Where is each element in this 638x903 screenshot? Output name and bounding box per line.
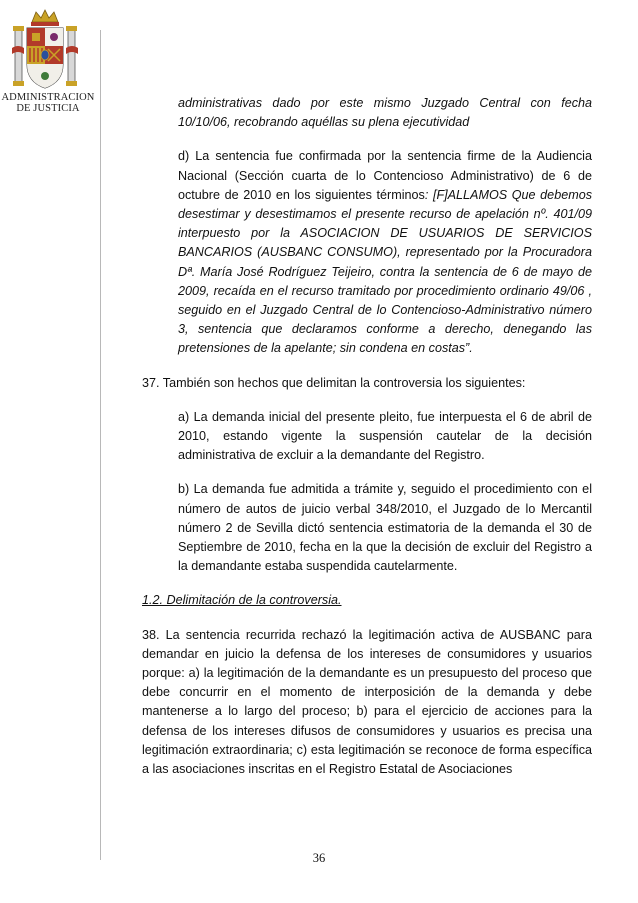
paragraph-d <box>178 147 592 358</box>
department-name <box>0 92 96 114</box>
department-line-1: ADMINISTRACION <box>1 92 95 103</box>
paragraph-d-intro: d) La sentencia fue confirmada por la sentencia firme de la Audiencia Nacional (Sección cuarta de lo Contencioso Administrativo) de 6 de octubre de 2010 en los siguientes términos <box>178 149 592 202</box>
paragraph-continuation: administrativas dado por este mismo Juzgado Central con fecha 10/10/06, recobrando aquéllas su plena ejecutividad <box>178 96 592 130</box>
page-number: 36 <box>312 851 326 865</box>
coat-of-arms-logo <box>10 8 80 94</box>
paragraph-a: a) La demanda inicial del presente pleito, fue interpuesta el 6 de abril de 2010, estando vigente la suspensión cautelar de la decisión administrativa de excluir a la demandante del Registro. <box>178 409 592 463</box>
paragraph-d-quote: : [F]ALLAMOS Que debemos desestimar y desestimamos el presente recurso de apelación nº. 401/09 interpuesto por la ASOCIACION DE USUARIOS DE SERVICIOS BANCARIOS (AUSBANC CONSUMO), representado por la Procuradora Dª. María José Rodríguez Teijeiro, contra la sentencia de 6 de mayo de 2009, recaída en el recurso tramitado por procedimiento ordinario 49/06 , seguido en el Juzgado Central de lo Contencioso-Administrativo número 3, sentencia que declaramos conforme a derecho, denegando las pretensiones de la apelante; sin condena en costas”. <box>178 187 592 356</box>
margin-rule <box>100 30 101 860</box>
document-body <box>142 94 592 794</box>
paragraph-b: b) La demanda fue admitida a trámite y, seguido el procedimiento con el número de autos de juicio verbal 348/2010, el Juzgado de lo Mercantil número 2 de Sevilla dictó sentencia estimatoria de la demanda el 30 de Septiembre de 2010, fecha en la que la decisión de excluir del Registro a la demandante estaba suspendida cautelarmente. <box>178 482 592 574</box>
section-heading: 1.2. Delimitación de la controversia. <box>142 593 342 608</box>
paragraph-38: 38. La sentencia recurrida rechazó la legitimación activa de AUSBANC para demandar en juicio la defensa de los intereses de consumidores y usuarios porque: a) la legitimación de la demandante es un presupuesto del proceso que debe concurrir en el momento de interposición de la demanda y debe mantenerse a lo largo del proceso; b) para el ejercicio de acciones para la defensa de los intereses difusos de consumidores y usuarios es precisa una legitimación extraordinaria; c) esta legitimación se reconoce de forma específica a las asociaciones inscritas en el Registro Estatal de Asociaciones <box>142 627 592 777</box>
paragraph-37: 37. También son hechos que delimitan la controversia los siguientes: <box>142 375 526 390</box>
department-line-2: DE JUSTICIA <box>16 103 80 114</box>
